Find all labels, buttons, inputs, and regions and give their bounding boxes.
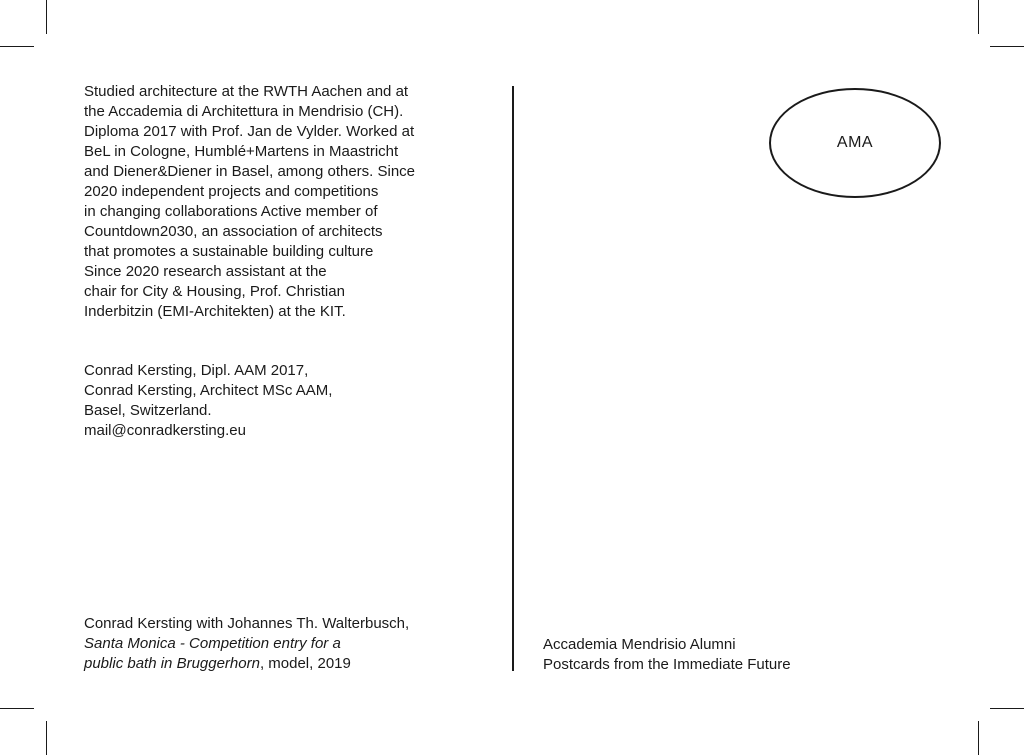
biography-line: in changing collaborations Active member of <box>84 203 378 220</box>
project-caption <box>84 614 504 674</box>
contact-email: mail@conradkersting.eu <box>84 422 246 439</box>
sender-organization: Accademia Mendrisio Alumni <box>543 636 736 653</box>
crop-mark-bottom-right-vertical <box>978 721 979 755</box>
caption-title-part: Santa Monica - Competition entry for a <box>84 635 341 652</box>
biography-text <box>84 82 484 322</box>
caption-authors: Conrad Kersting with Johannes Th. Walterbusch, <box>84 615 410 632</box>
contact-line: Basel, Switzerland. <box>84 402 212 419</box>
biography-line: and Diener&Diener in Basel, among others. Since <box>84 163 416 180</box>
ama-stamp <box>769 88 941 198</box>
biography-line: Inderbitzin (EMI-Architekten) at the KIT. <box>84 303 346 320</box>
sender-block <box>543 635 963 675</box>
caption-title-line <box>84 634 504 654</box>
crop-mark-top-left-vertical <box>46 0 47 34</box>
crop-mark-bottom-right-horizontal <box>990 708 1024 709</box>
biography-line: Since 2020 research assistant at the <box>84 263 327 280</box>
caption-title-part: public bath in Bruggerhorn <box>84 655 260 672</box>
biography-line: chair for City & Housing, Prof. Christian <box>84 283 345 300</box>
crop-mark-top-right-horizontal <box>990 46 1024 47</box>
biography-line: BeL in Cologne, Humblé+Martens in Maastricht <box>84 143 399 160</box>
crop-mark-top-right-vertical <box>978 0 979 34</box>
biography-line: that promotes a sustainable building culture <box>84 243 374 260</box>
stamp-label: AMA <box>836 134 874 151</box>
crop-mark-bottom-left-vertical <box>46 721 47 755</box>
biography-line: Studied architecture at the RWTH Aachen and at <box>84 83 409 100</box>
caption-details: , model, 2019 <box>259 655 351 672</box>
biography-line: 2020 independent projects and competitions <box>84 183 379 200</box>
postcard-divider <box>512 86 514 671</box>
biography-line: Countdown2030, an association of architects <box>84 223 383 240</box>
crop-mark-top-left-horizontal <box>0 46 34 47</box>
sender-series-title: Postcards from the Immediate Future <box>543 656 791 673</box>
caption-title-line <box>84 654 504 674</box>
contact-line: Conrad Kersting, Dipl. AAM 2017, <box>84 362 309 379</box>
biography-line: Diploma 2017 with Prof. Jan de Vylder. Worked at <box>84 123 415 140</box>
contact-line: Conrad Kersting, Architect MSc AAM, <box>84 382 333 399</box>
contact-block <box>84 361 484 441</box>
crop-mark-bottom-left-horizontal <box>0 708 34 709</box>
biography-line: the Accademia di Architettura in Mendrisio (CH). <box>84 103 404 120</box>
